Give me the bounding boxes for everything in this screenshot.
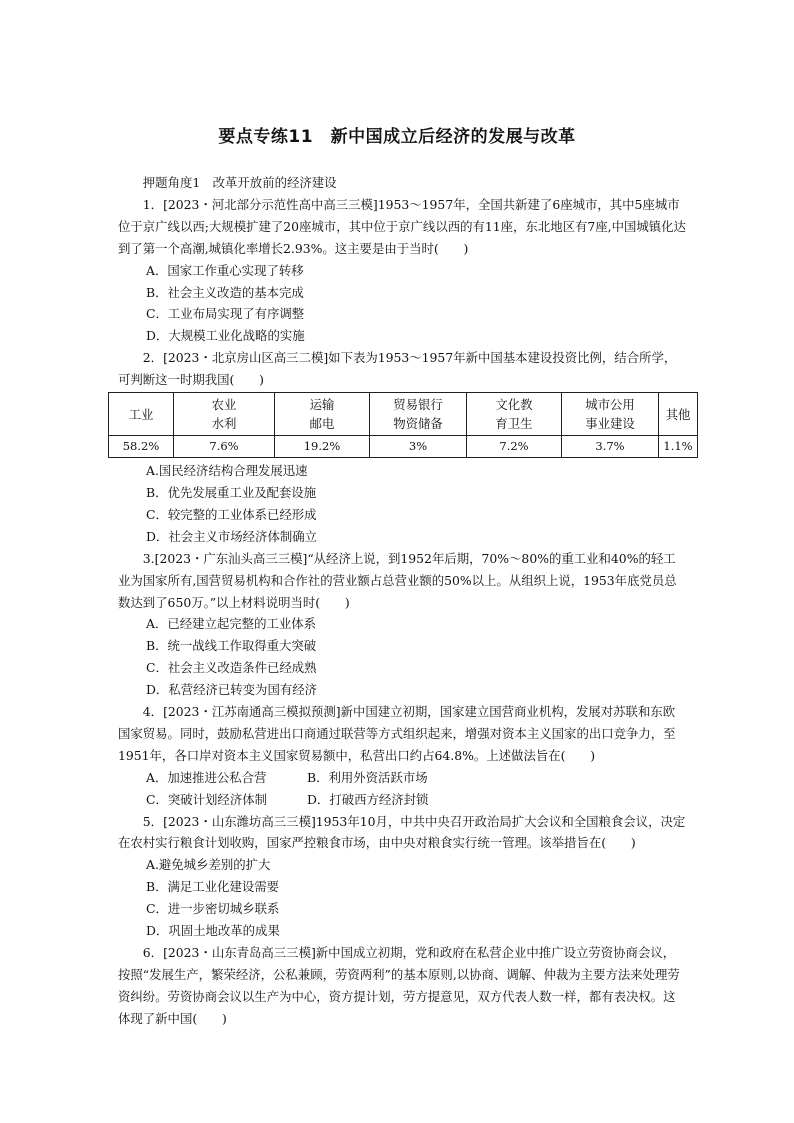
q4-option-d: D．打破西方经济封锁 (307, 791, 429, 807)
q5-option-b: B．满足工业化建设需要 (146, 879, 280, 895)
q4-option-b: B．利用外资活跃市场 (307, 769, 428, 785)
q5-option-d: D．巩固土地改革的成果 (146, 923, 280, 939)
q1-option-a: A．国家工作重心实现了转移 (146, 262, 304, 278)
q5-option-a: A.避免城乡差别的扩大 (146, 857, 271, 873)
q4-options-row-1 (118, 767, 686, 789)
table-cell: 3.7% (562, 436, 659, 458)
question-4-stem: 4．[2023・江苏南通高三模拟预测]新中国建立初期，国家建立国营商业机构，发展对苏联和东欧国家贸易。同时，鼓励私营进出口商通过联营等方式组织起来，增强对资本主义国家的出口竞争力，至1951年，各口岸对资本主义国家贸易额中，私营出口约占64.8%。上述做法旨在( ) (118, 704, 676, 763)
q2-option-b: B．优先发展重工业及配套设施 (146, 484, 317, 500)
table-cell: 3% (370, 436, 467, 458)
table-header-cell: 运输 邮电 (275, 393, 370, 436)
q1-option-d: D．大规模工业化战略的实施 (146, 328, 305, 344)
table-header-cell: 贸易银行 物资储备 (370, 393, 467, 436)
question-1-stem: 1．[2023・河北部分示范性高中高三三模]1953～1957年，全国共新建了6座城市，其中5座城市位于京广线以西;大规模扩建了20座城市，其中位于京广线以西的有11座，东北地区有7座,中国城镇化达到了第一个高潮,城镇化率增长2.93%。这主要是由于当时( ) (118, 196, 686, 256)
table-header-cell: 农业 水利 (174, 393, 275, 436)
q3-option-a: A．已经建立起完整的工业体系 (146, 616, 317, 632)
q4-options-row-2 (118, 789, 686, 811)
table-header-cell: 文化教 育卫生 (467, 393, 562, 436)
q4-option-a: A．加速推进公私合营 (146, 769, 267, 785)
q2-option-a: A.国民经济结构合理发展迅速 (146, 463, 308, 479)
table-header-row (109, 393, 698, 436)
q2-option-d: D．社会主义市场经济体制确立 (146, 528, 318, 544)
question-2-stem: 2．[2023・北京房山区高三二模]如下表为1953～1957年新中国基本建设投资比例，结合所学，可判断这一时期我国( ) (118, 350, 677, 388)
table-header-cell: 城市公用 事业建设 (562, 393, 659, 436)
table-cell: 7.6% (174, 436, 275, 458)
investment-ratio-table (108, 392, 698, 458)
table-cell: 58.2% (109, 436, 174, 458)
question-3-stem: 3.[2023・广东汕头高三三模]“从经济上说，到1952年后期，70%～80%的重工业和40%的轻工业为国家所有,国营贸易机构和合作社的营业额占总营业额的50%以上。从组织上说，1953年底党员总数达到了650万。”以上材料说明当时( ) (118, 550, 677, 610)
q3-option-b: B．统一战线工作取得重大突破 (146, 638, 317, 654)
q2-option-c: C．较完整的工业体系已经形成 (146, 506, 317, 522)
table-cell: 1.1% (659, 436, 698, 458)
section-heading: 押题角度1 改革开放前的经济建设 (142, 175, 337, 190)
question-content (118, 172, 693, 1030)
q3-option-c: C．社会主义改造条件已经成熟 (146, 660, 317, 676)
page-title: 要点专练11 新中国成立后经济的发展与改革 (218, 127, 576, 147)
question-5-stem: 5．[2023・山东潍坊高三三模]1953年10月，中共中央召开政治局扩大会议和全国粮食会议，决定在农村实行粮食计划收购，国家严控粮食市场，由中央对粮食实行统一管理。该举措旨在( ) (118, 813, 686, 851)
table-row (109, 436, 698, 458)
q1-option-b: B．社会主义改造的基本完成 (146, 284, 304, 300)
table-header-cell: 其他 (659, 393, 698, 436)
q3-option-d: D．私营经济已转变为国有经济 (146, 682, 318, 698)
q4-option-c: C．突破计划经济体制 (146, 791, 267, 807)
q5-option-c: C．进一步密切城乡联系 (146, 901, 280, 917)
table-header-cell: 工业 (109, 393, 174, 436)
table-cell: 19.2% (275, 436, 370, 458)
question-6-stem: 6．[2023・山东青岛高三三模]新中国成立初期，党和政府在私营企业中推广设立劳资协商会议，按照“发展生产，繁荣经济，公私兼顾，劳资两利”的基本原则,以协商、调解、仲裁为主要方法来处理劳资纠纷。劳资协商会议以生产为中心，资方提计划，劳方提意见，双方代表人数一样，都有表决权。这体现了新中国( ) (118, 945, 680, 1026)
table-cell: 7.2% (467, 436, 562, 458)
q1-option-c: C．工业布局实现了有序调整 (146, 306, 305, 322)
